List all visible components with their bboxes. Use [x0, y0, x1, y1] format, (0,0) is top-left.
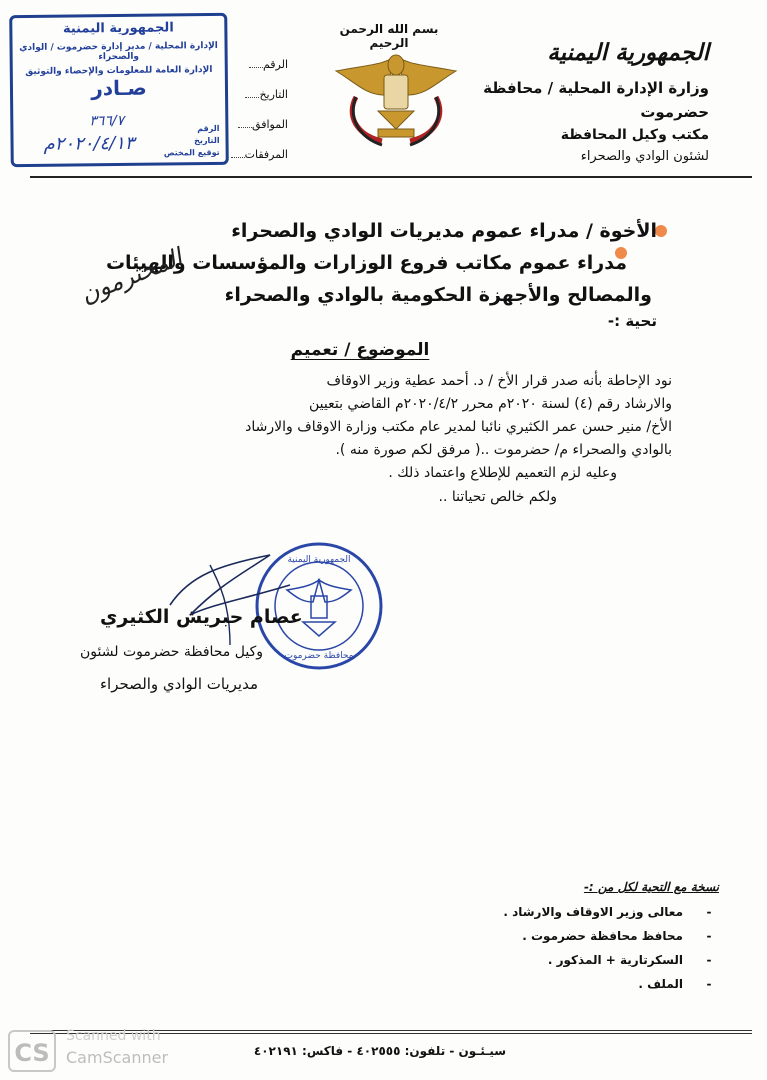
copies-heading: نسخة مع التحية لكل من :-	[583, 880, 719, 894]
body-line2: والارشاد رقم (٤) لسنة ٢٠٢٠م محرر ٢٠٢٠/٤/٢م القاضي بتعيين	[309, 396, 672, 412]
greeting: تحية :-	[607, 312, 657, 330]
seal-bottom-text: محافظة حضرموت	[284, 651, 354, 661]
header-divider	[30, 176, 752, 178]
stamp-line3: الإدارة العامة للمعلومات والإحصاء والتوثيق	[25, 65, 213, 77]
list-item: - الملف .	[638, 977, 712, 991]
bismillah: بسم الله الرحمن الرحيم	[339, 22, 439, 50]
camscanner-logo-icon: CS	[8, 1030, 56, 1072]
list-item: - محافظ محافظة حضرموت .	[522, 929, 712, 943]
signatory-title1: وكيل محافظة حضرموت لشئون	[80, 644, 264, 660]
affairs-line: لشئون الوادي والصحراء	[580, 149, 709, 164]
stamp-date: ٢٠٢٠/٤/١٣م	[43, 132, 135, 155]
watermark-line2: CamScanner	[66, 1048, 169, 1067]
addressee-line2: مدراء عموم مكاتب فروع الوزارات والمؤسسات والهيئات	[105, 252, 627, 274]
body-line4: بالوادي والصحراء م/ حضرموت ..( مرفق لكم صورة منه ).	[335, 442, 672, 458]
office-line: مكتب وكيل المحافظة	[560, 127, 709, 143]
watermark-line1: Scanned with	[66, 1028, 161, 1044]
ref-number-label: الرقم	[228, 50, 288, 80]
signatory-title2: مديريات الوادي والصحراء	[100, 675, 259, 693]
letterhead	[479, 38, 709, 168]
signature-scribble	[150, 545, 310, 655]
stamp-line4: صـادر	[91, 75, 147, 101]
ministry-line: وزارة الإدارة المحلية / محافظة حضرموت	[483, 79, 709, 121]
stamp-number: ٣٦٦/٧	[89, 112, 125, 130]
outgoing-stamp	[9, 13, 229, 167]
seal-top-text: الجمهورية اليمنية	[287, 555, 351, 565]
yemen-emblem-icon	[326, 25, 466, 155]
stamp-label-sign: توقيع المختص	[163, 147, 220, 158]
respected-note: المحترمون	[76, 243, 187, 309]
footer-contact: سيـئـون - تلفون: ٤٠٢٥٥٥ - فاكس: ٤٠٢١٩١	[253, 1044, 507, 1058]
reference-fields	[228, 50, 288, 170]
stamp-label-number: الرقم	[197, 123, 220, 134]
body-line1: نود الإحاطة بأنه صدر قرار الأخ / د. أحمد عطية وزير الاوقاف	[326, 373, 672, 389]
addressee-line1: الأخوة / مدراء عموم مديريات الوادي والصحراء	[231, 220, 657, 242]
closing-line1: وعليه لزم التعميم للإطلاع واعتماد ذلك .	[388, 465, 617, 481]
ref-corresponding-label: الموافق	[228, 110, 288, 140]
body-line3: الأخ/ منير حسن عمر الكثيري نائبا لمدير عام مكتب وزارة الاوقاف والارشاد	[245, 419, 672, 435]
addressee-line3: والمصالح والأجهزة الحكومية بالوادي والصحراء	[224, 284, 652, 306]
subject: الموضوع / تعميم	[290, 340, 430, 360]
letter-body	[132, 370, 672, 462]
stamp-label-date: التاريخ	[194, 135, 220, 146]
signatory-name: عصام حبريش الكثيري	[100, 606, 303, 628]
closing-line2: ولكم خالص تحياتنا ..	[438, 489, 557, 505]
ref-attachments-label: المرفقات	[228, 140, 288, 170]
copies-list	[459, 880, 719, 996]
stamp-line1: الجمهورية اليمنية	[62, 20, 174, 37]
republic-title: الجمهورية اليمنية	[547, 40, 709, 66]
list-item: - معالى وزير الاوقاف والارشاد .	[503, 905, 712, 919]
ref-date-label: التاريخ	[228, 80, 288, 110]
list-item: - السكرتارية + المذكور .	[547, 953, 712, 967]
stamp-line2: الإدارة المحلية / مدير إدارة حضرموت / الوادي والصحراء	[19, 40, 218, 63]
